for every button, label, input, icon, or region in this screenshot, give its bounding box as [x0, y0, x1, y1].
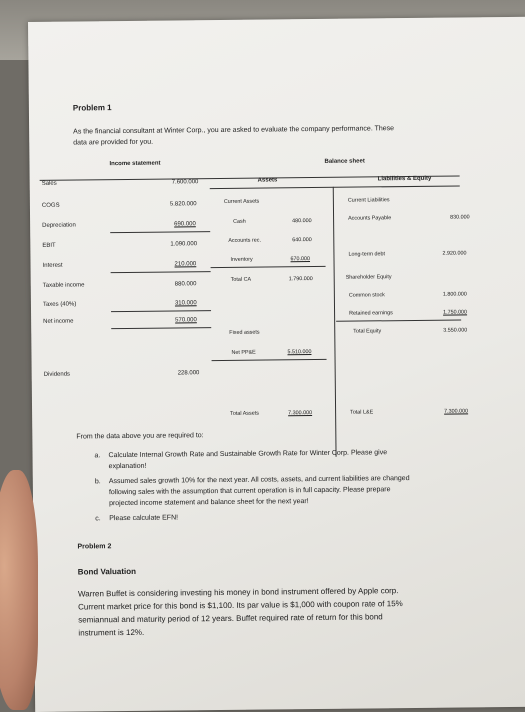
problem2-line1: Warren Buffet is considering investing his money in bond instrument offered by Apple corp.	[77, 586, 399, 599]
total-assets-value: 7.300.000	[288, 410, 313, 417]
inventory-value: 670.000	[290, 256, 311, 263]
is-rule-taxes	[111, 310, 211, 312]
question-c-line1: Please calculate EFN!	[109, 514, 179, 523]
is-value-cogs: 5.820.000	[169, 201, 197, 208]
liabilities-header: Liabilities & Equity	[377, 175, 432, 183]
thumb	[0, 470, 38, 710]
is-label-taxable-income: Taxable income	[42, 282, 85, 289]
net-ppe-label: Net PP&E	[231, 349, 256, 356]
problem1-intro-line1: As the financial consultant at Winter Corp., you are asked to evaluate the company performance. These	[73, 125, 395, 136]
retained-earnings-value: 1.750.000	[443, 309, 468, 316]
problem1-intro-line2: data are provided for you.	[73, 138, 154, 147]
fixed-assets-label: Fixed assets	[229, 329, 260, 336]
inventory-label: Inventory	[230, 256, 253, 263]
is-value-taxable-income: 880.000	[174, 281, 197, 288]
assets-rule-ppe	[212, 359, 327, 361]
accounts-payable-label: Accounts Payable	[348, 215, 392, 222]
long-term-debt-label: Long-term debt	[348, 251, 386, 258]
is-value-sales: 7.600.000	[171, 179, 199, 186]
net-ppe-value: 5.510.000	[287, 349, 312, 356]
common-stock-label: Common stock	[348, 292, 385, 299]
is-value-taxes: 310.000	[174, 300, 197, 307]
balance-sheet-heading: Balance sheet	[324, 158, 365, 165]
is-value-depreciation: 690.000	[174, 221, 196, 228]
total-le-label: Total L&E	[350, 409, 374, 416]
long-term-debt-value: 2.920.000	[442, 250, 467, 257]
is-value-interest: 210.000	[174, 261, 197, 268]
is-label-depreciation: Depreciation	[42, 222, 76, 229]
accounts-rec-label: Accounts rec.	[228, 237, 262, 244]
is-label-sales: Sales	[41, 180, 57, 187]
is-label-dividends: Dividends	[43, 371, 71, 378]
question-b-marker: b.	[94, 478, 101, 486]
balance-header-rule	[210, 185, 460, 189]
is-label-net-income: Net income	[43, 318, 74, 325]
is-value-dividends: 228.000	[177, 370, 200, 377]
current-liabilities-label: Current Liabilities	[347, 197, 390, 204]
retained-earnings-label: Retained earnings	[349, 310, 393, 317]
cash-label: Cash	[233, 218, 246, 225]
total-ca-value: 1.790.000	[288, 276, 313, 283]
income-statement-heading: Income statement	[109, 160, 161, 168]
total-equity-value: 3.550.000	[443, 327, 468, 334]
total-le-value: 7.300.000	[444, 408, 469, 415]
problem2-title: Problem 2	[77, 543, 112, 551]
total-assets-label: Total Assets	[230, 410, 259, 417]
is-rule-interest	[111, 271, 211, 273]
question-a-line1: Calculate Internal Growth Rate and Sustainable Growth Rate for Winter Corp. Please give	[108, 449, 388, 460]
total-equity-label: Total Equity	[353, 328, 382, 335]
assets-rule-inventory	[211, 266, 326, 268]
question-a-line2: explanation!	[108, 462, 147, 471]
question-a-marker: a.	[94, 452, 101, 460]
shareholder-equity-label: Shareholder Equity	[345, 274, 392, 281]
balance-divider	[333, 187, 337, 457]
is-label-ebit: EBIT	[42, 242, 56, 249]
question-c-marker: c.	[95, 515, 101, 523]
is-label-taxes: Taxes (40%)	[42, 301, 77, 308]
problem2-line2: Current market price for this bond is $1,100. Its par value is $1,000 with coupon rate of 15%	[78, 599, 403, 612]
is-label-interest: Interest	[42, 262, 63, 269]
problem1-title: Problem 1	[72, 103, 112, 113]
liabilities-rule-retained	[336, 319, 461, 321]
exam-sheet	[28, 17, 525, 712]
problem2-subtitle: Bond Valuation	[77, 566, 137, 577]
cash-value: 480.000	[292, 218, 312, 225]
common-stock-value: 1.800.000	[442, 291, 467, 298]
assets-header: Assets	[257, 177, 278, 184]
is-rule-net-income	[111, 327, 211, 329]
is-value-ebit: 1.090.000	[170, 241, 198, 248]
question-b-line3: projected income statement and balance sheet for the next year!	[109, 498, 309, 508]
is-value-net-income: 570.000	[175, 317, 197, 324]
total-ca-label: Total CA	[230, 276, 252, 283]
questions-lead: From the data above you are required to:	[76, 432, 204, 441]
question-b-line1: Assumed sales growth 10% for the next year. All costs, assets, and current liabilities are changed	[108, 475, 410, 486]
accounts-rec-value: 640.000	[292, 237, 312, 244]
accounts-payable-value: 830.000	[450, 214, 470, 221]
problem2-line4: instrument is 12%.	[78, 627, 145, 638]
current-assets-label: Current Assets	[223, 198, 260, 205]
is-rule-depreciation	[110, 231, 210, 233]
problem2-line3: semiannual and maturity period of 12 years. Buffet required rate of return for this bond	[78, 612, 383, 625]
question-b-line2: following sales with the assumption that current operation is in full capacity. Please prepare	[108, 486, 391, 497]
is-label-cogs: COGS	[41, 202, 60, 209]
